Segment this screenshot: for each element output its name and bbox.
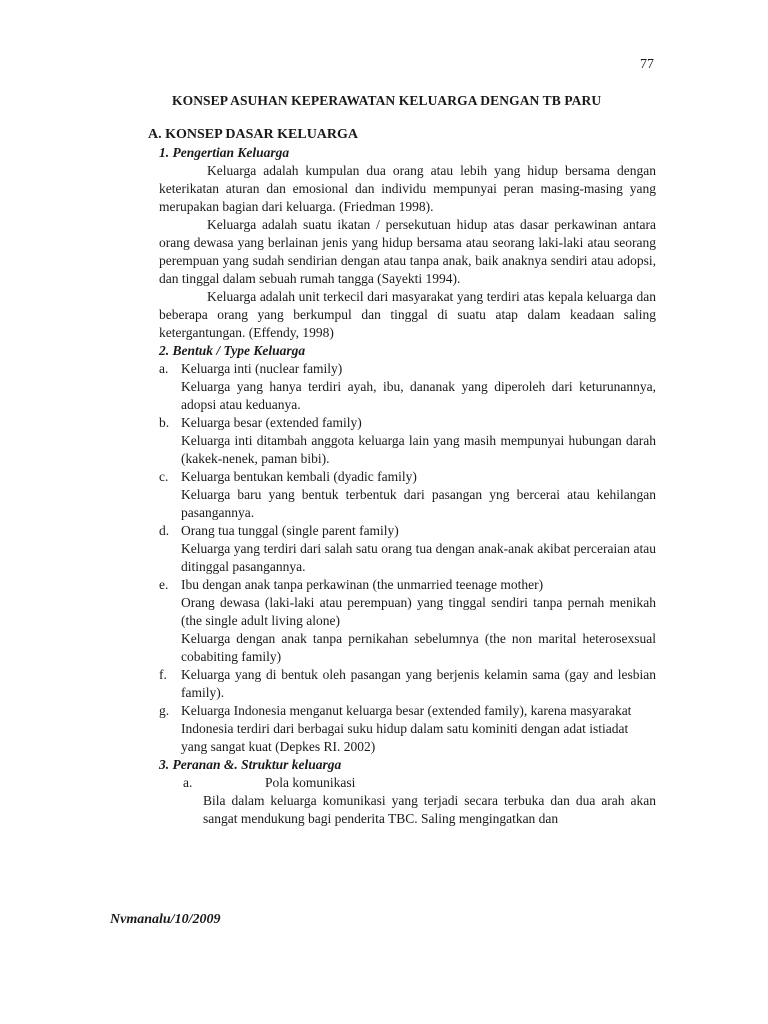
document-title: KONSEP ASUHAN KEPERAWATAN KELUARGA DENGAN TB PARU xyxy=(172,93,602,108)
paragraph: Keluarga adalah unit terkecil dari masyarakat yang terdiri atas kepala keluarga dan beberapa orang yang berkumpul dan tinggal di suatu atap dalam keadaan saling ketergantungan. (Effendy, 1998) xyxy=(159,289,656,340)
subsection-heading-bentuk: 2. Bentuk / Type Keluarga xyxy=(159,343,306,358)
paragraph: Keluarga adalah kumpulan dua orang atau lebih yang hidup bersama dengan keterikatan aturan dan emosional dan individu mempunyai peran masing-masing yang merupakan bagian dari keluarga. (Friedman 1998). xyxy=(159,163,656,214)
list-item-description: Orang dewasa (laki-laki atau perempuan) yang tinggal sendiri tanpa pernah menikah (the single adult living alone) xyxy=(181,595,656,628)
paragraph: Keluarga adalah suatu ikatan / persekutuan hidup atas dasar perkawinan antara orang dewasa yang berlainan jenis yang hidup bersama atau seorang laki-laki atau seorang perempuan yang sudah sendirian dengan atau tanpa anak, baik anaknya sendiri atau adopsi, dan tinggal dalam sebuah rumah tangga (Sayekti 1994). xyxy=(159,217,656,286)
list-item-description: Keluarga dengan anak tanpa pernikahan sebelumnya (the non marital heterosexsual cobabiting family) xyxy=(181,631,656,664)
document-body xyxy=(148,126,656,828)
page-number: 77 xyxy=(640,57,654,72)
footer-signature: Nvmanalu/10/2009 xyxy=(110,912,221,927)
list-item-description: Keluarga yang hanya terdiri ayah, ibu, dananak yang diperoleh dari keturunannya, adopsi atau keduanya. xyxy=(181,379,656,412)
list-item-description: Keluarga inti ditambah anggota keluarga lain yang masih mempunyai hubungan darah (kakek-nenek, paman bibi). xyxy=(181,433,656,466)
subsection-heading-peranan: 3. Peranan &. Struktur keluarga xyxy=(159,757,342,772)
list-item-description: Bila dalam keluarga komunikasi yang terjadi secara terbuka dan dua arah akan sangat mendukung bagi penderita TBC. Saling mengingatkan dan xyxy=(203,793,656,826)
subsection-heading-pengertian: 1. Pengertian Keluarga xyxy=(159,145,290,160)
list-item-description: Keluarga baru yang bentuk terbentuk dari pasangan yng bercerai atau kehilangan pasangannya. xyxy=(181,487,656,520)
list-item-description: Keluarga yang terdiri dari salah satu orang tua dengan anak-anak akibat perceraian atau ditinggal pasangannya. xyxy=(181,541,656,574)
list-item: d. Orang tua tunggal (single parent family) xyxy=(159,523,399,538)
list-item: f. Keluarga yang di bentuk oleh pasangan yang berjenis kelamin sama (gay and lesbian family). xyxy=(159,667,656,700)
list-item: b. Keluarga besar (extended family) xyxy=(159,415,362,430)
list-item: e. Ibu dengan anak tanpa perkawinan (the unmarried teenage mother) xyxy=(159,577,544,592)
list-item: a. Pola komunikasi xyxy=(183,775,356,790)
list-item: a. Keluarga inti (nuclear family) xyxy=(159,361,343,376)
list-item: c. Keluarga bentukan kembali (dyadic family) xyxy=(159,469,417,484)
list-item: g. Keluarga Indonesia menganut keluarga besar (extended family), karena masyarakat Indonesia terdiri dari berbagai suku hidup dalam satu kominiti dengan adat istiadat yang sangat kuat (Depkes RI. 2002) xyxy=(159,703,632,754)
section-heading: A. KONSEP DASAR KELUARGA xyxy=(148,127,359,142)
